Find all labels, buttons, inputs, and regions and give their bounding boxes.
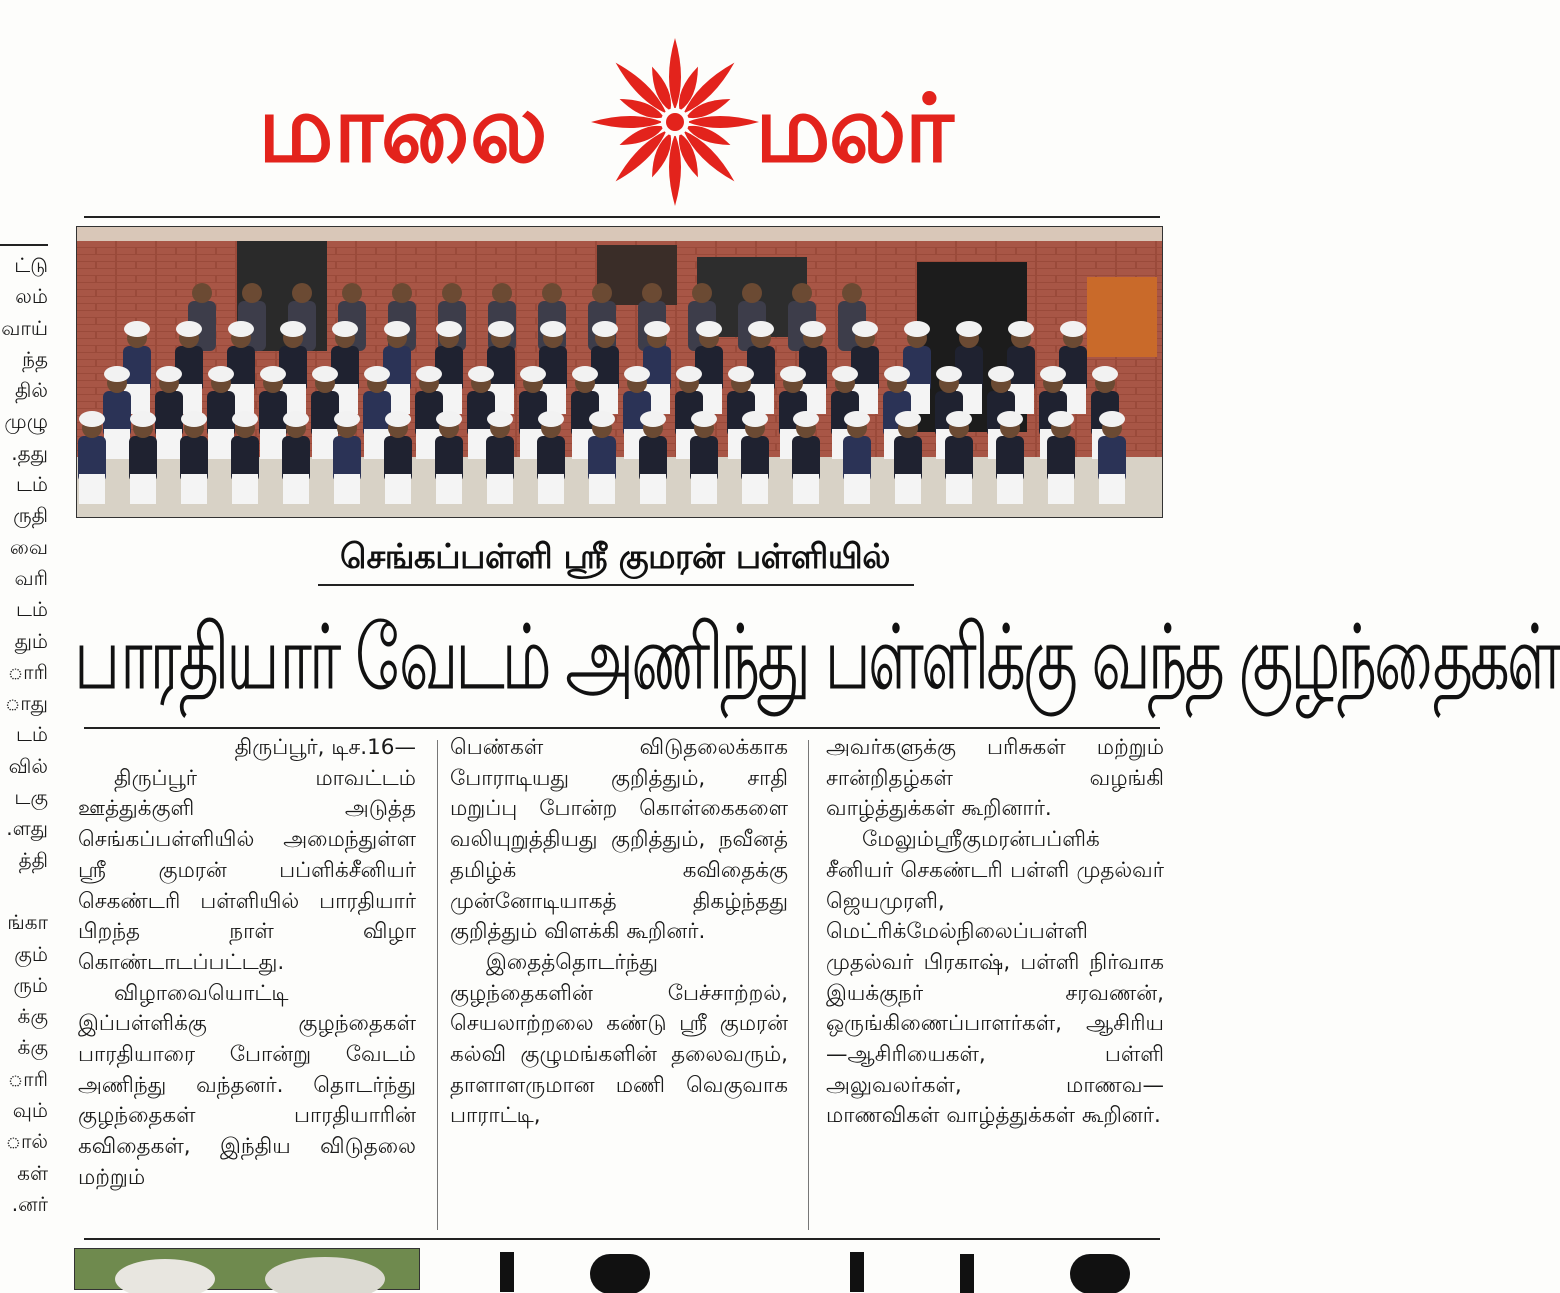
turban [280,321,306,337]
strip-line: வும் [12,1098,48,1123]
turban [592,321,618,337]
paragraph: திருப்பூர் மாவட்டம் ஊத்துக்குளி அடுத்த செங்கப்பள்ளியில் அமைந்துள்ள ஸ்ரீ குமரன் பப்ளிக்சீனியர் செகண்டரி பள்ளியில் பாரதியார் பிறந்த நாள் விழா கொண்டாடப்பட்டது. [78,765,416,975]
person-head [192,283,212,303]
turban [228,321,254,337]
turban [728,366,754,382]
turban [800,321,826,337]
turban [468,366,494,382]
person-head [542,283,562,303]
person-head [642,283,662,303]
dhoti [844,474,870,504]
turban [1048,411,1074,427]
dhoti [385,474,411,504]
turban [130,411,156,427]
turban [1092,366,1118,382]
adjacent-article-strip [0,250,48,1250]
turban [520,366,546,382]
turban [988,366,1014,382]
turban [852,321,878,337]
strip-line: ட்டு [14,253,48,277]
turban [176,321,202,337]
dhoti [232,474,258,504]
strip-line: ாரி [7,659,48,684]
turban [156,366,182,382]
person-head [792,283,812,303]
turban [572,366,598,382]
person-head [392,283,412,303]
dhoti [334,474,360,504]
strip-line: ருதி [13,503,48,528]
next-article-headline-cropped [440,1246,1200,1286]
turban [895,411,921,427]
dhoti [997,474,1023,504]
article-kicker: செங்கப்பள்ளி ஸ்ரீ குமரன் பள்ளியில் [339,537,891,577]
person-head [492,283,512,303]
masthead-rule [84,216,1160,218]
strip-line: வாய் [1,315,48,340]
turban [844,411,870,427]
turban [384,321,410,337]
paragraph: பெண்கள் விடுதலைக்காக போராடியது குறித்தும், சாதி மறுப்பு போன்ற கொள்கைகளை வலியுறுத்தியது குறித்தும், நவீனத் தமிழ்க் கவிதைக்கு முன்னோடியாகத் திகழ்ந்தது குறித்தும் விளக்கி கூறினர். [450,735,788,945]
strip-line: தில் [15,378,48,403]
strip-line: தது. [11,440,48,465]
turban [1040,366,1066,382]
logo-left-text: மாலை [258,75,546,184]
strip-line: வில் [8,753,48,778]
turban [181,411,207,427]
strip-line: கள் [17,1160,48,1185]
strip-line: க்கு [17,1035,48,1060]
person-head [242,283,262,303]
article-column-3 [826,733,1164,1233]
column-rule [437,740,438,1230]
strip-line: வரி [14,565,48,590]
dhoti [487,474,513,504]
flower-petal [669,38,681,110]
person-head [342,283,362,303]
dhoti [895,474,921,504]
article-column-2 [450,733,788,1233]
turban [936,366,962,382]
strip-line: தும் [14,628,48,653]
turban [832,366,858,382]
strip-line: கும் [14,941,48,966]
strip-line: ங்கா [7,910,48,935]
strip-line: முழு [4,409,48,434]
strip-line: ாது [4,691,48,716]
person-head [842,283,862,303]
strip-line: டம் [15,597,48,622]
paragraph: மேலும்ஸ்ரீகுமரன்பப்ளிக் சீனியர் செகண்டரி பள்ளி முதல்வர் ஜெயமுரளி, மெட்ரிக்மேல்நிலைப்பள்ளி முதல்வர் பிரகாஷ், பள்ளி நிர்வாக இயக்குநர் சரவணன், ஒருங்கிணைப்பாளர்கள், ஆசிரிய—ஆசிரியைகள், பள்ளி அலுவலர்கள், மாணவ—மாணவிகள் வாழ்த்துக்கள் கூறினர். [826,827,1164,1129]
strip-line: ளது. [6,816,48,841]
turban [742,411,768,427]
turban [79,411,105,427]
strip-line: டம் [15,472,48,497]
turban [283,411,309,427]
dhoti [208,429,234,459]
turban [904,321,930,337]
paragraph: அவர்களுக்கு பரிசுகள் மற்றும் சான்றிதழ்கள் வழங்கி வாழ்த்துக்கள் கூறினார். [826,735,1164,822]
headline-rule [84,727,1160,729]
logo-right-text: மலர் [755,75,952,184]
turban [332,321,358,337]
strip-line [0,876,48,907]
strip-line: த்தி [18,847,48,872]
dhoti [104,429,130,459]
dhoti [1048,474,1074,504]
bottom-rule [84,1238,1160,1240]
article-headline: பாரதியார் வேடம் அணிந்து பள்ளிக்கு வந்த குழந்தைகள் [74,604,1560,711]
strip-line: ால் [5,1129,48,1154]
paragraph: விழாவையொட்டி இப்பள்ளிக்கு குழந்தைகள் பாரதியாரை போன்று வேடம் அணிந்து வந்தனர். தொடர்ந்து குழந்தைகள் பாரதியாரின் கவிதைகள், இந்திய விடுதலை மற்றும் [78,980,416,1190]
dhoti [156,429,182,459]
strip-line: வை [9,534,48,559]
dhoti [946,474,972,504]
strip-line: லம் [15,284,48,309]
turban [124,321,150,337]
turban [540,321,566,337]
flower-petal [687,116,759,128]
paragraph: இதைத்தொடர்ந்து குழந்தைகளின் பேச்சாற்றல், செயலாற்றலை கண்டு ஸ்ரீ குமரன் கல்வி குழுமங்களின் தலைவரும், தாளாளருமான மணி வெகுவாக பாராட்டி, [450,949,788,1129]
turban [334,411,360,427]
dhoti [436,474,462,504]
turban [624,366,650,382]
turban [696,321,722,337]
dhoti [589,474,615,504]
turban [1099,411,1125,427]
red-sunflower-icon [590,30,760,210]
turban [640,411,666,427]
turban [312,366,338,382]
turban [1060,321,1086,337]
turban [208,366,234,382]
turban [436,321,462,337]
turban [260,366,286,382]
person-head [692,283,712,303]
turban [538,411,564,427]
dhoti [640,474,666,504]
flower-petal [591,116,663,128]
turban [436,411,462,427]
dhoti [538,474,564,504]
turban [1008,321,1034,337]
dhoti [1099,474,1125,504]
dhoti [691,474,717,504]
person-head [292,283,312,303]
turban [691,411,717,427]
person-head [442,283,462,303]
turban [748,321,774,337]
person-head [742,283,762,303]
strip-line: னர். [11,1191,48,1216]
next-article-photo [74,1248,420,1290]
turban [385,411,411,427]
strip-line: ாரி [7,1066,48,1091]
turban [104,366,130,382]
person-head [592,283,612,303]
flower-petal [669,134,681,206]
dhoti [793,474,819,504]
article-column-1 [78,733,416,1233]
turban [488,321,514,337]
turban [780,366,806,382]
turban [997,411,1023,427]
strip-line: டகு [14,785,48,810]
turban [364,366,390,382]
turban [487,411,513,427]
strip-line: டம் [15,722,48,747]
masthead [250,30,1010,210]
turban [884,366,910,382]
turban [676,366,702,382]
strip-line: க்கு [17,1004,48,1029]
turban [232,411,258,427]
dhoti [742,474,768,504]
column-rule [808,740,809,1230]
school-children-photo-icon [77,227,1162,517]
dhoti [130,474,156,504]
turban [644,321,670,337]
strip-line: ரும் [13,972,48,997]
turban [956,321,982,337]
strip-line: ந்த [22,346,48,371]
turban [946,411,972,427]
dhoti [283,474,309,504]
dhoti [79,474,105,504]
dateline: திருப்பூர், டிச.16— [234,735,416,760]
group-photo [76,226,1163,518]
left-column-rule [0,244,48,246]
turban [416,366,442,382]
dhoti [181,474,207,504]
turban [793,411,819,427]
turban [589,411,615,427]
